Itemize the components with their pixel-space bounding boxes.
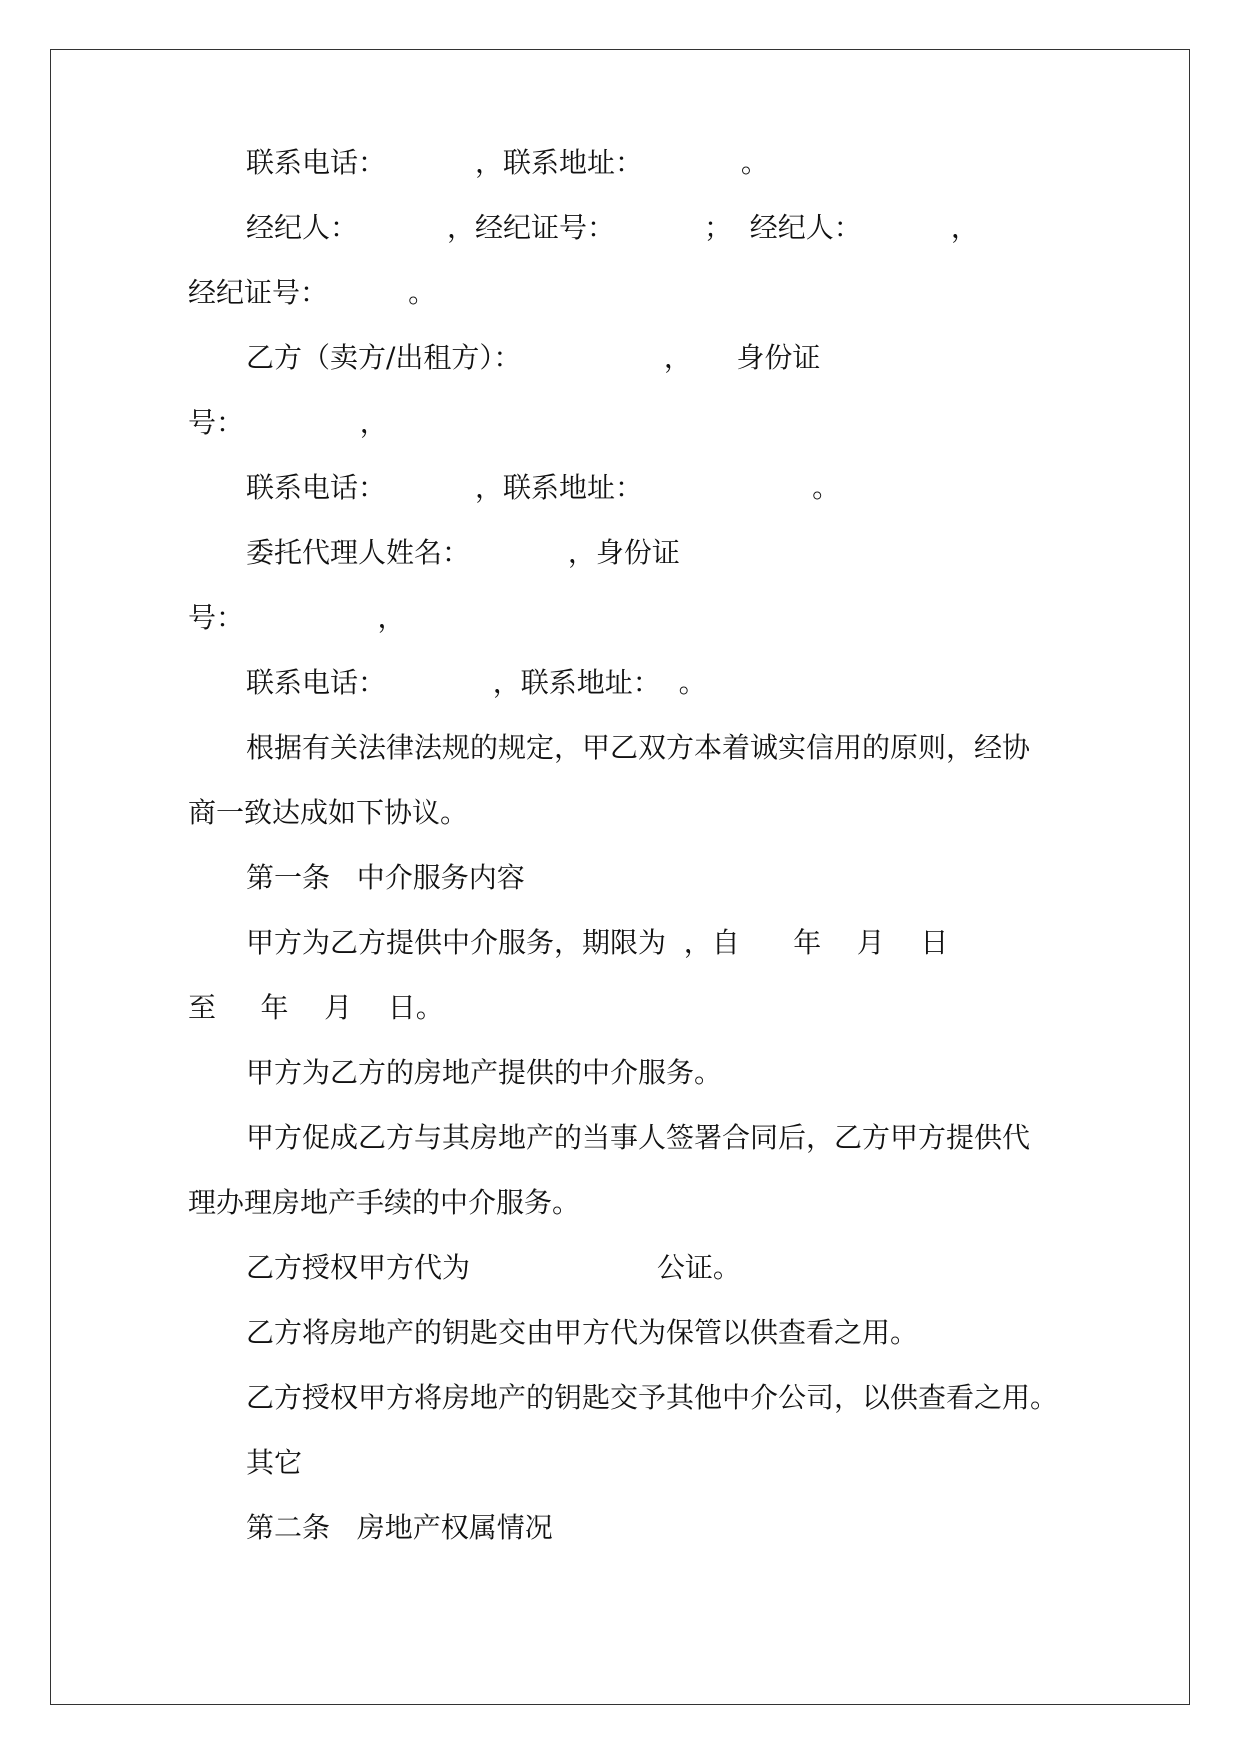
text-line-service-term: 甲方为乙方提供中介服务，期限为 ，自 年 月 日	[246, 926, 949, 959]
text-line-service-term-end: 至 年 月 日。	[188, 991, 444, 1024]
text-line-other: 其它	[246, 1446, 303, 1479]
text-line-proxy: 委托代理人姓名： ，身份证	[246, 536, 680, 569]
text-line-service-2b: 理办理房地产手续的中介服务。	[188, 1186, 581, 1219]
text-line-agent-cert: 经纪证号： 。	[188, 276, 437, 309]
text-line-service-2a: 甲方促成乙方与其房地产的当事人签署合同后，乙方甲方提供代	[246, 1121, 1031, 1154]
text-line-service-1: 甲方为乙方的房地产提供的中介服务。	[246, 1056, 723, 1089]
text-line-party-b-id: 号： ，	[188, 406, 388, 439]
text-line-service-5: 乙方授权甲方将房地产的钥匙交予其他中介公司，以供查看之用。	[246, 1381, 1059, 1414]
article-2-heading: 第二条 房地产权属情况	[246, 1511, 553, 1544]
text-line-contact-2: 联系电话： ，联系地址： 。	[246, 471, 841, 504]
article-1-heading: 第一条 中介服务内容	[246, 861, 525, 894]
text-line-preamble-2: 商一致达成如下协议。	[188, 796, 469, 829]
text-line-contact-3: 联系电话： ，联系地址： 。	[246, 666, 707, 699]
text-line-service-4: 乙方将房地产的钥匙交由甲方代为保管以供查看之用。	[246, 1316, 919, 1349]
text-line-preamble-1: 根据有关法律法规的规定，甲乙双方本着诚实信用的原则，经协	[246, 731, 1031, 764]
text-line-agent: 经纪人： ，经纪证号： ； 经纪人： ，	[246, 211, 979, 244]
text-line-party-b: 乙方（卖方/出租方）： ， 身份证	[246, 341, 821, 374]
text-line-service-3: 乙方授权甲方代为 公证。	[246, 1251, 741, 1284]
text-line-proxy-id: 号： ，	[188, 601, 406, 634]
text-line-contact-1: 联系电话： ，联系地址： 。	[246, 146, 769, 179]
